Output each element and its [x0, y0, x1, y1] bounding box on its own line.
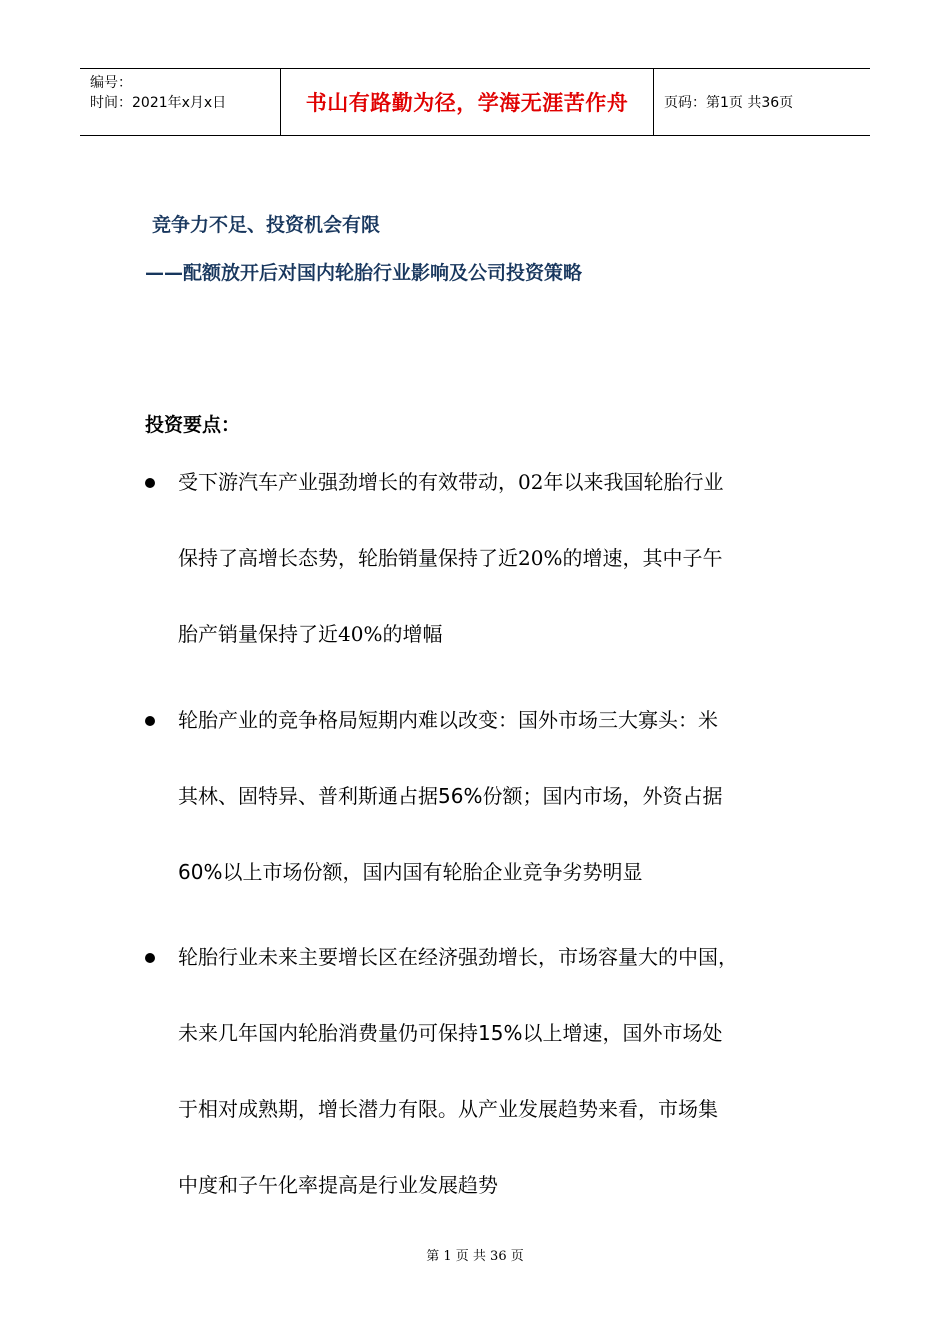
bullet-dot-icon: [145, 716, 155, 726]
bullet-dot-icon: [145, 478, 155, 488]
paragraph-line: 中度和子午化率提高是行业发展趋势: [178, 1173, 498, 1197]
paragraph-line: 其林、固特异、普利斯通占据56%份额；国内市场，外资占据: [178, 784, 723, 808]
document-header: [80, 68, 870, 136]
header-info-cell: [80, 69, 281, 135]
bullet-paragraph-3: [178, 919, 818, 1223]
paragraph-line: 受下游汽车产业强劲增长的有效带动，02年以来我国轮胎行业: [178, 470, 724, 494]
bullet-paragraph-2: [178, 682, 818, 910]
header-page-cell: [654, 69, 870, 135]
paragraph-line: 胎产销量保持了近40%的增幅: [178, 622, 443, 646]
document-title: 竞争力不足、投资机会有限: [152, 214, 381, 236]
header-page-info: 页码：第1页 共36页: [664, 95, 794, 111]
paragraph-line: 轮胎行业未来主要增长区在经济强劲增长，市场容量大的中国，: [178, 945, 738, 969]
document-number-label: 编号：: [90, 75, 132, 91]
bullet-dot-icon: [145, 953, 155, 963]
paragraph-line: 保持了高增长态势，轮胎销量保持了近20%的增速，其中子午: [178, 546, 723, 570]
paragraph-line: 未来几年国内轮胎消费量仍可保持15%以上增速，国外市场处: [178, 1021, 723, 1045]
header-motto: 书山有路勤为径，学海无涯苦作舟: [305, 91, 629, 115]
bullet-paragraph-1: [178, 444, 818, 672]
document-subtitle: ——配额放开后对国内轮胎行业影响及公司投资策略: [145, 262, 583, 284]
header-motto-cell: [281, 69, 654, 135]
key-points-heading: 投资要点：: [145, 414, 241, 436]
page-footer: 第 1 页 共 36 页: [426, 1249, 524, 1264]
paragraph-line: 轮胎产业的竞争格局短期内难以改变：国外市场三大寡头：米: [178, 708, 718, 732]
paragraph-line: 于相对成熟期，增长潜力有限。从产业发展趋势来看，市场集: [178, 1097, 718, 1121]
paragraph-line: 60%以上市场份额，国内国有轮胎企业竞争劣势明显: [178, 860, 643, 884]
document-time-label: 时间：2021年x月x日: [90, 95, 227, 111]
